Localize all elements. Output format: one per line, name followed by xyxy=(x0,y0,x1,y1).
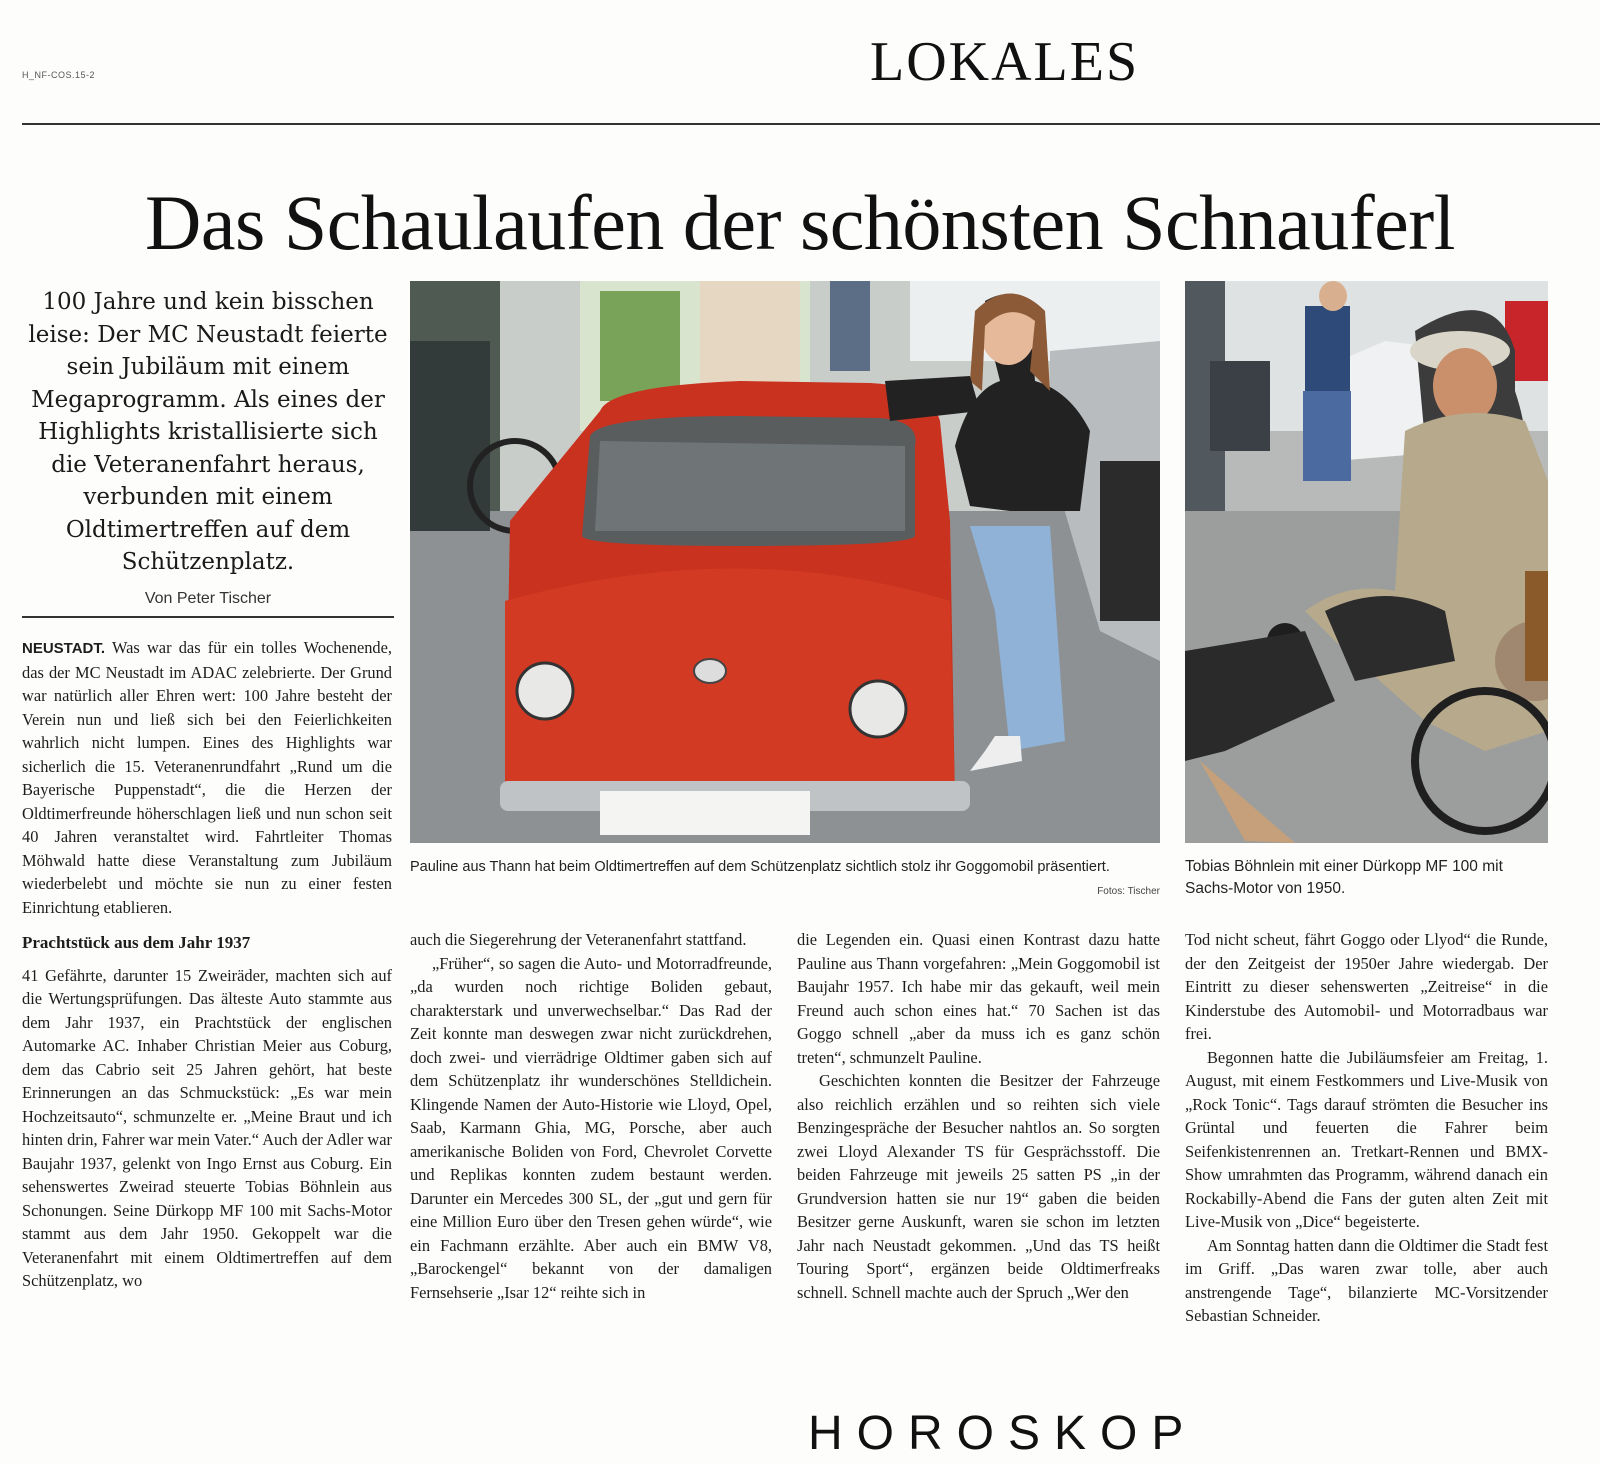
next-section-heading: HOROSKOP xyxy=(808,1407,1198,1460)
article-column-3 xyxy=(797,928,1160,1304)
motorcycle-photo xyxy=(1185,281,1548,843)
paragraph: Geschichten konnten die Besitzer der Fahrzeuge also reichlich erzählen und so reihten sich viele Benzingespräche der Besucher nahtlos an. So sorgten zwei Lloyd Alexander TS für Gesprächsstoff. Die beiden Fahrzeuge mit jeweils 25 satten PS „in der Grundversion hatten sie nur 19“ gaben die beiden Besitzer gerne Auskunft, waren sie schon im letzten Jahr nach Neustadt gekommen. „Und das TS heißt Touring Sport“, ergänzen beide Oldtimerfreaks schnell. Schnell machte auch der Spruch „Wer den xyxy=(797,1071,1160,1302)
article-column-4 xyxy=(1185,928,1548,1328)
article-column-2 xyxy=(410,928,772,1304)
paragraph: Am Sonntag hatten dann die Oldtimer die Stadt fest im Griff. „Das waren zwar tolle, aber auch anstrengende Tage“, bilanzierte MC-Vorsitzender Sebastian Schneider. xyxy=(1185,1235,1548,1325)
photo-credit: Fotos: Tischer xyxy=(1097,886,1160,897)
paragraph: die Legenden ein. Quasi einen Kontrast dazu hatte Pauline aus Thann vorgefahren: „Mein Goggomobil ist Baujahr 1957. Ich habe mir das gekauft, weil mein Freund auch schon eines hat.“ 70 Sachen ist das Goggo schnell „aber da muss ich es ganz schön treten“, schmunzelt Pauline. xyxy=(797,930,1160,1067)
right-photo-caption: Tobias Böhnlein mit einer Dürkopp MF 100 mit Sachs-Motor von 1950. xyxy=(1185,858,1503,897)
paragraph: Tod nicht scheut, fährt Goggo oder Llyod“ die Runde, der den Zeitgeist der 1950er Jahre wiedergab. Der Eintritt zu dieser sehenswerten „Zeitreise“ in die Kinderstube des Automobil- und Motorradbaus war frei. xyxy=(1185,930,1548,1043)
byline-rule xyxy=(22,616,394,618)
right-photo xyxy=(1185,281,1548,843)
main-photo xyxy=(410,281,1160,843)
byline: Von Peter Tischer xyxy=(144,590,272,607)
paragraph: Begonnen hatte die Jubiläumsfeier am Freitag, 1. August, mit einem Festkommers und Live-Musik von „Rock Tonic“. Tags darauf strömten die Besucher ins Grüntal und feuerten die Fahrer beim Seifenkistenrennen an. Tretkart-Rennen und BMX-Show umrahmten das Programm, während danach ein Rockabilly-Abend die Fans der guten alten Zeit mit Live-Musik von „Dice“ begeisterte. xyxy=(1185,1047,1548,1231)
paragraph xyxy=(22,636,392,919)
subheading: Prachtstück aus dem Jahr 1937 xyxy=(22,933,251,952)
page-code: H_NF-COS.15-2 xyxy=(22,70,96,80)
goggomobil-photo xyxy=(410,281,1160,843)
headline: Das Schaulaufen der schönsten Schnauferl xyxy=(145,179,1455,266)
paragraph-text: Was war das für ein tolles Wochenende, das der MC Neustadt im ADAC zelebrierte. Der Grund war natürlich aller Ehren wert: 100 Jahre besteht der Verein nun und ließ sich bei den Feierlichkeiten wahrlich nicht lumpen. Eines des Highlights war sicherlich die 15. Veteranenrundfahrt „Rund um die Bayerische Puppenstadt“, die die Herzen der Oldtimerfreunde höherschlagen ließ und nun schon seit 40 Jahren veranstaltet wird. Fahrtleiter Thomas Möhwald hatte diese Veranstaltung zum Jubiläum wiederbelebt und möchte sie nun zu einer festen Einrichtung etablieren. xyxy=(22,638,393,917)
main-photo-caption: Pauline aus Thann hat beim Oldtimertreffen auf dem Schützenplatz sichtlich stolz ihr Goggomobil präsentiert. xyxy=(410,859,1110,875)
paragraph: auch die Siegerehrung der Veteranenfahrt stattfand. xyxy=(410,930,747,949)
dateline: NEUSTADT. xyxy=(22,640,106,657)
lead-paragraph: 100 Jahre und kein bisschen leise: Der MC Neustadt feierte sein Jubiläum mit einem Megaprogramm. Als eines der Highlights kristallisierte sich die Veteranenfahrt heraus, verbunden mit einem Oldtimertreffen auf dem Schützenplatz. xyxy=(28,289,388,575)
paragraph: 41 Gefährte, darunter 15 Zweiräder, machten sich auf die Wertungsprüfungen. Das älteste Auto stammte aus dem Jahr 1937, ein Prachtstück der englischen Automarke AC. Inhaber Christian Meier aus Coburg, dem das Cabrio seit 25 Jahren gehört, hat beste Erinnerungen an das Schmuckstück: „Es war mein Hochzeitsauto“, schmunzelte er. „Meine Braut und ich hinten drin, Fahrer war mein Vater.“ Auch der Adler war Baujahr 1937, gelenkt von Ingo Ernst aus Coburg. Ein sehenswertes Zweirad steuerte Tobias Böhnlein aus Schonungen. Seine Dürkopp MF 100 mit Sachs-Motor stammt aus dem Jahr 1950. Gekoppelt war die Veteranenfahrt mit einem Oldtimertreffen auf dem Schützenplatz, wo xyxy=(22,965,392,1290)
section-title: LOKALES xyxy=(870,31,1140,93)
article-column-1 xyxy=(22,636,392,1293)
paragraph: „Früher“, so sagen die Auto- und Motorradfreunde, „da wurden noch richtige Boliden gebaut, charakterstark und unverwechselbar.“ Das Rad der Zeit konnte man deswegen zwar nicht zurückdrehen, doch zwei- und vierrädrige Oldtimer gaben sich auf dem Schützenplatz ihr wunderschönes Stelldichein. Klingende Namen der Auto-Historie wie Lloyd, Opel, Saab, Karmann Ghia, MG, Porsche, aber auch amerikanische Boliden von Ford, Chevrolet Corvette und Replikas konnten zudem bestaunt werden. Darunter ein Mercedes 300 SL, der „gut und gern für eine Million Euro über den Tresen gehen würde“, wie ein Fachmann erzählte. Aber auch ein BMW V8, „Barockengel“ bekannt von der damaligen Fernsehserie „Isar 12“ reihte sich in xyxy=(410,953,772,1302)
header-rule xyxy=(22,123,1600,125)
